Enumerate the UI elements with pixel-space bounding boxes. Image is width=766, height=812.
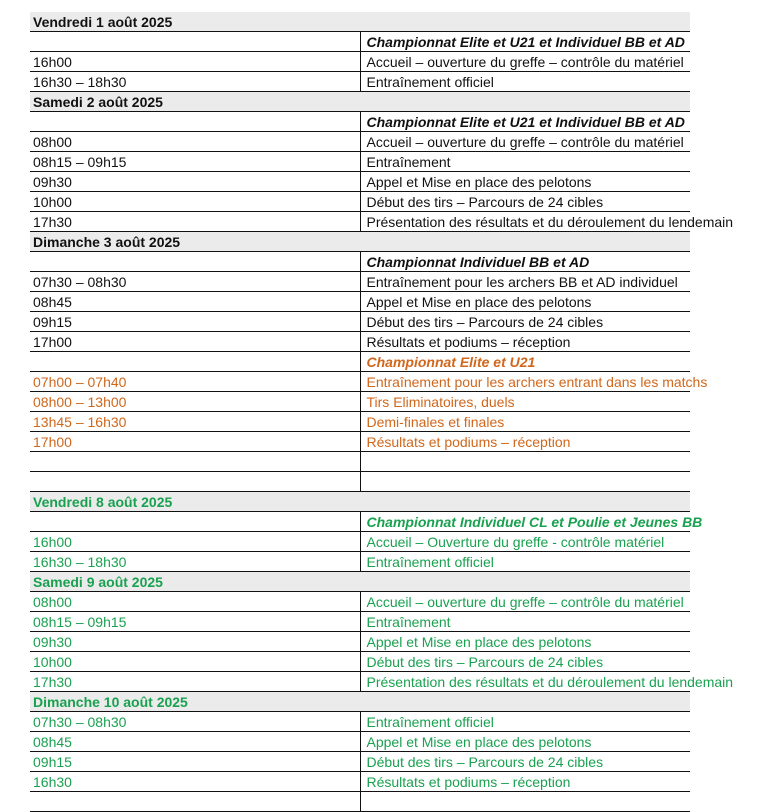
schedule-row [30, 772, 690, 792]
activity-cell: Début des tirs – Parcours de 24 cibles [360, 192, 690, 212]
schedule-row [30, 392, 690, 412]
championship-title-row [30, 252, 690, 272]
time-cell: 09h15 [30, 312, 360, 332]
activity-cell: Début des tirs – Parcours de 24 cibles [360, 652, 690, 672]
schedule-row [30, 212, 690, 232]
activity-cell: Entraînement officiel [360, 712, 690, 732]
time-cell: 07h30 – 08h30 [30, 272, 360, 292]
time-cell: 09h30 [30, 172, 360, 192]
schedule-row [30, 372, 690, 392]
time-cell: 09h30 [30, 632, 360, 652]
day-header-row [30, 692, 690, 712]
championship-title: Championnat Elite et U21 [360, 352, 690, 372]
schedule-row [30, 732, 690, 752]
championship-title: Championnat Elite et U21 et Individuel BB et AD [360, 112, 690, 132]
activity-cell: Résultats et podiums – réception [360, 432, 690, 452]
schedule-row [30, 132, 690, 152]
schedule-row [30, 652, 690, 672]
schedule-table [30, 12, 734, 812]
activity-cell: Résultats et podiums – réception [360, 332, 690, 352]
activity-cell: Accueil – ouverture du greffe – contrôle du matériel [360, 52, 690, 72]
day-header-row [30, 92, 690, 112]
time-cell: 16h30 – 18h30 [30, 72, 360, 92]
time-cell [30, 472, 360, 492]
time-cell: 08h00 – 13h00 [30, 392, 360, 412]
activity-cell: Entraînement officiel [360, 552, 690, 572]
championship-title-row [30, 352, 690, 372]
time-cell: 13h45 – 16h30 [30, 412, 360, 432]
activity-cell: Appel et Mise en place des pelotons [360, 732, 690, 752]
time-cell: 08h15 – 09h15 [30, 152, 360, 172]
schedule-row [30, 332, 690, 352]
day-header-row [30, 572, 690, 592]
schedule-row [30, 52, 690, 72]
activity-cell: Début des tirs – Parcours de 24 cibles [360, 312, 690, 332]
schedule-row [30, 532, 690, 552]
time-cell: 17h30 [30, 212, 360, 232]
day-label: Samedi 2 août 2025 [30, 92, 690, 112]
schedule-row [30, 152, 690, 172]
schedule-row [30, 592, 690, 612]
time-cell: 10h00 [30, 652, 360, 672]
activity-cell: Accueil – Ouverture du greffe - contrôle matériel [360, 532, 690, 552]
schedule-row [30, 752, 690, 772]
schedule-row [30, 432, 690, 452]
schedule-row [30, 672, 690, 692]
activity-cell: Présentation des résultats et du déroulement du lendemain [360, 672, 690, 692]
time-cell [30, 252, 360, 272]
time-cell [30, 512, 360, 532]
time-cell: 16h30 [30, 772, 360, 792]
day-label: Dimanche 3 août 2025 [30, 232, 690, 252]
time-cell: 17h30 [30, 672, 360, 692]
championship-title-row [30, 32, 690, 52]
day-label: Dimanche 10 août 2025 [30, 692, 690, 712]
championship-title-row [30, 512, 690, 532]
time-cell: 10h00 [30, 192, 360, 212]
time-cell: 07h00 – 07h40 [30, 372, 360, 392]
championship-title: Championnat Individuel CL et Poulie et Jeunes BB [360, 512, 690, 532]
schedule-row [30, 312, 690, 332]
time-cell: 17h00 [30, 332, 360, 352]
schedule-row [30, 412, 690, 432]
activity-cell: Tirs Eliminatoires, duels [360, 392, 690, 412]
time-cell: 08h15 – 09h15 [30, 612, 360, 632]
schedule-row [30, 712, 690, 732]
day-label: Vendredi 8 août 2025 [30, 492, 690, 512]
day-header-row [30, 232, 690, 252]
schedule-row [30, 72, 690, 92]
time-cell: 16h30 – 18h30 [30, 552, 360, 572]
spacer-row [30, 452, 690, 472]
schedule-row [30, 612, 690, 632]
time-cell [30, 352, 360, 372]
day-label: Samedi 9 août 2025 [30, 572, 690, 592]
time-cell: 17h00 [30, 432, 360, 452]
day-header-row [30, 492, 690, 512]
activity-cell: Appel et Mise en place des pelotons [360, 292, 690, 312]
schedule-row [30, 272, 690, 292]
empty-cell [360, 472, 690, 492]
time-cell: 16h00 [30, 532, 360, 552]
time-cell [30, 112, 360, 132]
schedule-row [30, 632, 690, 652]
empty-cell [360, 792, 690, 812]
activity-cell: Appel et Mise en place des pelotons [360, 632, 690, 652]
activity-cell: Entraînement pour les archers entrant dans les matchs [360, 372, 690, 392]
time-cell: 16h00 [30, 52, 360, 72]
time-cell: 07h30 – 08h30 [30, 712, 360, 732]
time-cell [30, 32, 360, 52]
schedule-row [30, 172, 690, 192]
activity-cell: Entraînement [360, 612, 690, 632]
time-cell: 09h15 [30, 752, 360, 772]
time-cell: 08h00 [30, 132, 360, 152]
activity-cell: Présentation des résultats et du déroulement du lendemain [360, 212, 690, 232]
activity-cell: Entraînement [360, 152, 690, 172]
activity-cell: Entraînement pour les archers BB et AD individuel [360, 272, 690, 292]
championship-title: Championnat Individuel BB et AD [360, 252, 690, 272]
spacer-row [30, 792, 690, 812]
time-cell: 08h45 [30, 732, 360, 752]
day-header-row [30, 12, 690, 32]
schedule-row [30, 552, 690, 572]
activity-cell: Début des tirs – Parcours de 24 cibles [360, 752, 690, 772]
activity-cell: Appel et Mise en place des pelotons [360, 172, 690, 192]
activity-cell: Accueil – ouverture du greffe – contrôle du matériel [360, 592, 690, 612]
activity-cell: Demi-finales et finales [360, 412, 690, 432]
activity-cell: Accueil – ouverture du greffe – contrôle du matériel [360, 132, 690, 152]
championship-title-row [30, 112, 690, 132]
schedule-row [30, 192, 690, 212]
spacer-row [30, 472, 690, 492]
activity-cell: Résultats et podiums – réception [360, 772, 690, 792]
activity-cell: Entraînement officiel [360, 72, 690, 92]
time-cell [30, 792, 360, 812]
time-cell: 08h00 [30, 592, 360, 612]
day-label: Vendredi 1 août 2025 [30, 12, 690, 32]
empty-cell [360, 452, 690, 472]
time-cell: 08h45 [30, 292, 360, 312]
championship-title: Championnat Elite et U21 et Individuel BB et AD [360, 32, 690, 52]
schedule-row [30, 292, 690, 312]
time-cell [30, 452, 360, 472]
